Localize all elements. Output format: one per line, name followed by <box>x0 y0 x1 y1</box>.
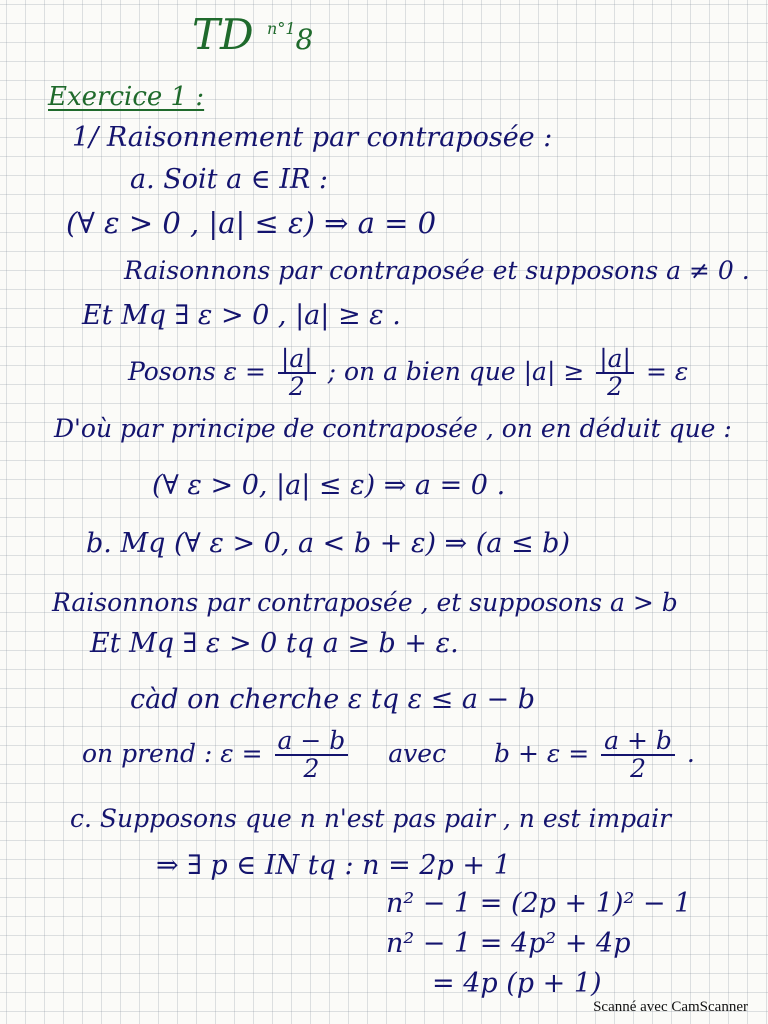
b-plus-epsilon-text: b + ε = <box>494 738 590 768</box>
posons-text: Posons ε = <box>128 356 266 386</box>
fraction-denominator: 2 <box>303 754 320 784</box>
line-on-prend <box>82 728 695 783</box>
line-show-a: Et Mq ∃ ε > 0 , |a| ≥ ε . <box>82 300 401 331</box>
line-contrapose-a: Raisonnons par contraposée et supposons a ≠ 0 . <box>124 256 750 285</box>
fraction-denominator: 2 <box>607 372 624 402</box>
posons-end-text: = ε <box>645 356 689 386</box>
fraction-numerator: |a| <box>278 346 316 374</box>
exercise-heading: Exercice 1 : <box>48 82 205 112</box>
line-posons <box>128 346 688 401</box>
fraction-abs-a-over-2 <box>278 346 316 401</box>
avec-text: avec <box>388 738 447 768</box>
line-n-squared-2: n² − 1 = 4p² + 4p <box>386 928 631 959</box>
line-search-epsilon: càd on cherche ε tq ε ≤ a − b <box>130 684 536 715</box>
title-main: TD <box>192 10 254 59</box>
fraction-a-plus-b-over-2 <box>601 728 675 783</box>
line-conclusion-a: D'où par principe de contraposée , on en déduit que : <box>54 414 732 443</box>
title-sub: 8 <box>295 23 314 56</box>
line-n-squared-3: = 4p (p + 1) <box>432 968 602 999</box>
fraction-numerator: a + b <box>601 728 675 756</box>
title-number: n°1 <box>267 19 296 38</box>
fraction-numerator: a − b <box>275 728 349 756</box>
final-period: . <box>686 738 695 768</box>
line-result-a: (∀ ε > 0, |a| ≤ ε) ⇒ a = 0 . <box>152 470 506 501</box>
fraction-a-minus-b-over-2 <box>275 728 349 783</box>
line-question-1: 1/ Raisonnement par contraposée : <box>72 122 553 153</box>
fraction-abs-a-over-2-right <box>596 346 634 401</box>
page-title <box>192 10 313 59</box>
line-exists-p: ⇒ ∃ p ∈ IN tq : n = 2p + 1 <box>156 850 511 881</box>
fraction-denominator: 2 <box>288 372 305 402</box>
line-n-squared-1: n² − 1 = (2p + 1)² − 1 <box>386 888 692 919</box>
line-show-b: Et Mq ∃ ε > 0 tq a ≥ b + ε. <box>90 628 459 659</box>
fraction-numerator: |a| <box>596 346 634 374</box>
line-part-b: b. Mq (∀ ε > 0, a < b + ε) ⇒ (a ≤ b) <box>86 528 570 559</box>
fraction-denominator: 2 <box>630 754 646 784</box>
posons-middle-text: ; on a bien que |a| ≥ <box>327 356 585 386</box>
on-prend-text: on prend : ε = <box>82 738 263 768</box>
line-contrapose-b: Raisonnons par contraposée , et supposons a > b <box>52 588 678 617</box>
scanner-watermark: Scanné avec CamScanner <box>593 999 748 1015</box>
line-statement-a: (∀ ε > 0 , |a| ≤ ε) ⇒ a = 0 <box>66 206 437 240</box>
line-part-c: c. Supposons que n n'est pas pair , n est impair <box>70 804 672 833</box>
line-part-a: a. Soit a ∈ IR : <box>130 164 329 195</box>
